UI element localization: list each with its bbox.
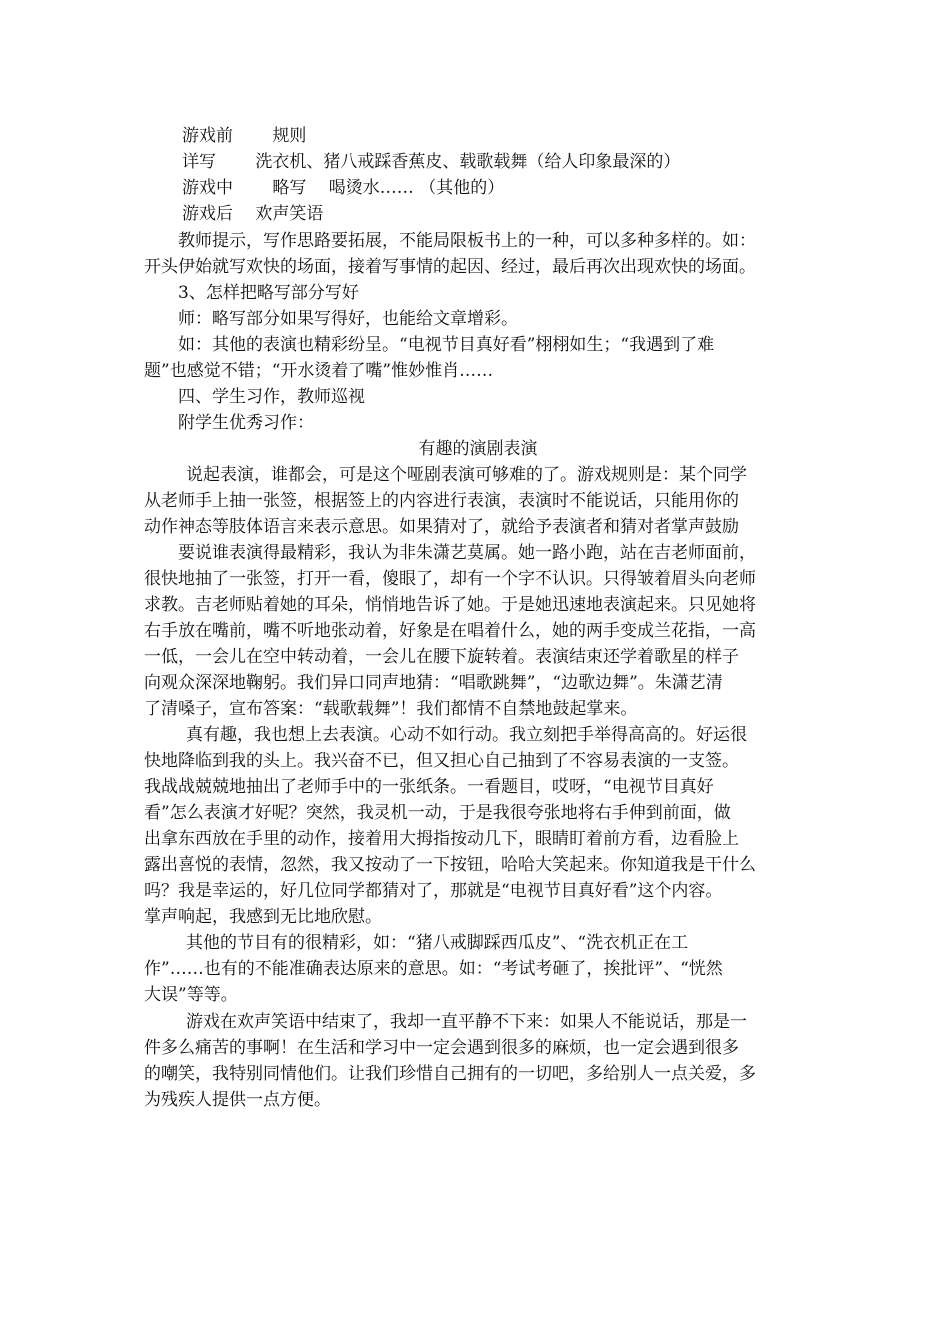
body-line: 师：略写部分如果写得好，也能给文章增彩。 [178,309,518,329]
section-heading: 四、学生习作，教师巡视 [178,387,365,407]
teacher-tip-line: 教师提示，写作思路要拓展，不能局限板书上的一种，可以多种多样的。如： [178,231,756,251]
essay-line: 吗？我是幸运的，好几位同学都猜对了，那就是“电视节目真好看”这个内容。 [144,881,723,901]
essay-line: 一低，一会儿在空中转动着，一会儿在腰下旋转着。表演结束还学着歌星的样子 [144,647,739,667]
essay-line: 很快地抽了一张签，打开一看，傻眼了，却有一个字不认识。只得皱着眉头向老师 [144,569,756,589]
essay-line: 动作神态等肢体语言来表示意思。如果猜对了，就给予表演者和猜对者掌声鼓励 [144,517,739,537]
essay-line: 露出喜悦的表情，忽然，我又按动了一下按钮，哈哈大笑起来。你知道我是干什么 [144,855,756,875]
essay-line: 其他的节目有的很精彩，如：“猪八戒脚踩西瓜皮”、“洗衣机正在工 [186,933,689,953]
essay-line: 出拿东西放在手里的动作，接着用大拇指按动几下，眼睛盯着前方看，边看脸上 [144,829,739,849]
essay-line: 要说谁表演得最精彩，我认为非朱潇艺莫属。她一路小跑，站在吉老师面前， [178,543,756,563]
essay-line: 大误”等等。 [144,985,238,1005]
essay-line: 为残疾人提供一点方便。 [144,1090,331,1110]
essay-line: 游戏在欢声笑语中结束了，我却一直平静不下来：如果人不能说话，那是一 [186,1012,747,1032]
essay-line: 求教。吉老师贴着她的耳朵，悄悄地告诉了她。于是她迅速地表演起来。只见她将 [144,595,756,615]
outline-before-game: 游戏前 规则 [182,126,307,146]
body-line: 题”也感觉不错；“开水烫着了嘴”惟妙惟肖…… [144,361,494,381]
essay-line: 我战战兢兢地抽出了老师手中的一张纸条。一看题目，哎呀，“电视节目真好 [144,777,714,797]
essay-line: 件多么痛苦的事啊！在生活和学习中一定会遇到很多的麻烦，也一定会遇到很多 [144,1038,739,1058]
essay-line: 快地降临到我的头上。我兴奋不已，但又担心自己抽到了不容易表演的一支签。 [144,751,739,771]
essay-line: 从老师手上抽一张签，根据签上的内容进行表演，表演时不能说话，只能用你的 [144,491,739,511]
essay-line: 向观众深深地鞠躬。我们异口同声地猜：“唱歌跳舞”，“边歌边舞”。朱潇艺清 [144,673,723,693]
body-line: 附学生优秀习作： [178,413,314,433]
essay-line: 作”……也有的不能准确表达原来的意思。如：“考试考砸了，挨批评”、“恍然 [144,959,723,979]
outline-detailed: 详写 洗衣机、猪八戒踩香蕉皮、载歌载舞（给人印象最深的） [182,152,681,172]
essay-line: 说起表演，谁都会，可是这个哑剧表演可够难的了。游戏规则是：某个同学 [186,465,747,485]
essay-line: 看”怎么表演才好呢？突然，我灵机一动，于是我很夸张地将右手伸到前面，做 [144,803,731,823]
essay-line: 右手放在嘴前，嘴不听地张动着，好象是在唱着什么，她的两手变成兰花指，一高 [144,621,756,641]
essay-line: 掌声响起，我感到无比地欣慰。 [144,907,382,927]
teacher-tip-line: 开头伊始就写欢快的场面，接着写事情的起因、经过，最后再次出现欢快的场面。 [144,257,756,277]
outline-during-game: 游戏中 略写 喝烫水…… （其他的） [182,178,505,198]
body-line: 如：其他的表演也精彩纷呈。“电视节目真好看”栩栩如生；“我遇到了难 [178,335,715,355]
essay-title: 有趣的演剧表演 [418,439,538,459]
outline-after-game: 游戏后 欢声笑语 [182,204,324,224]
essay-line: 了清嗓子，宣布答案：“载歌载舞”！我们都情不自禁地鼓起掌来。 [144,699,638,719]
essay-line: 的嘲笑，我特别同情他们。让我们珍惜自己拥有的一切吧，多给别人一点关爱，多 [144,1064,756,1084]
essay-line: 真有趣，我也想上去表演。心动不如行动。我立刻把手举得高高的。好运很 [186,725,747,745]
section-heading: 3、怎样把略写部分写好 [178,283,359,303]
